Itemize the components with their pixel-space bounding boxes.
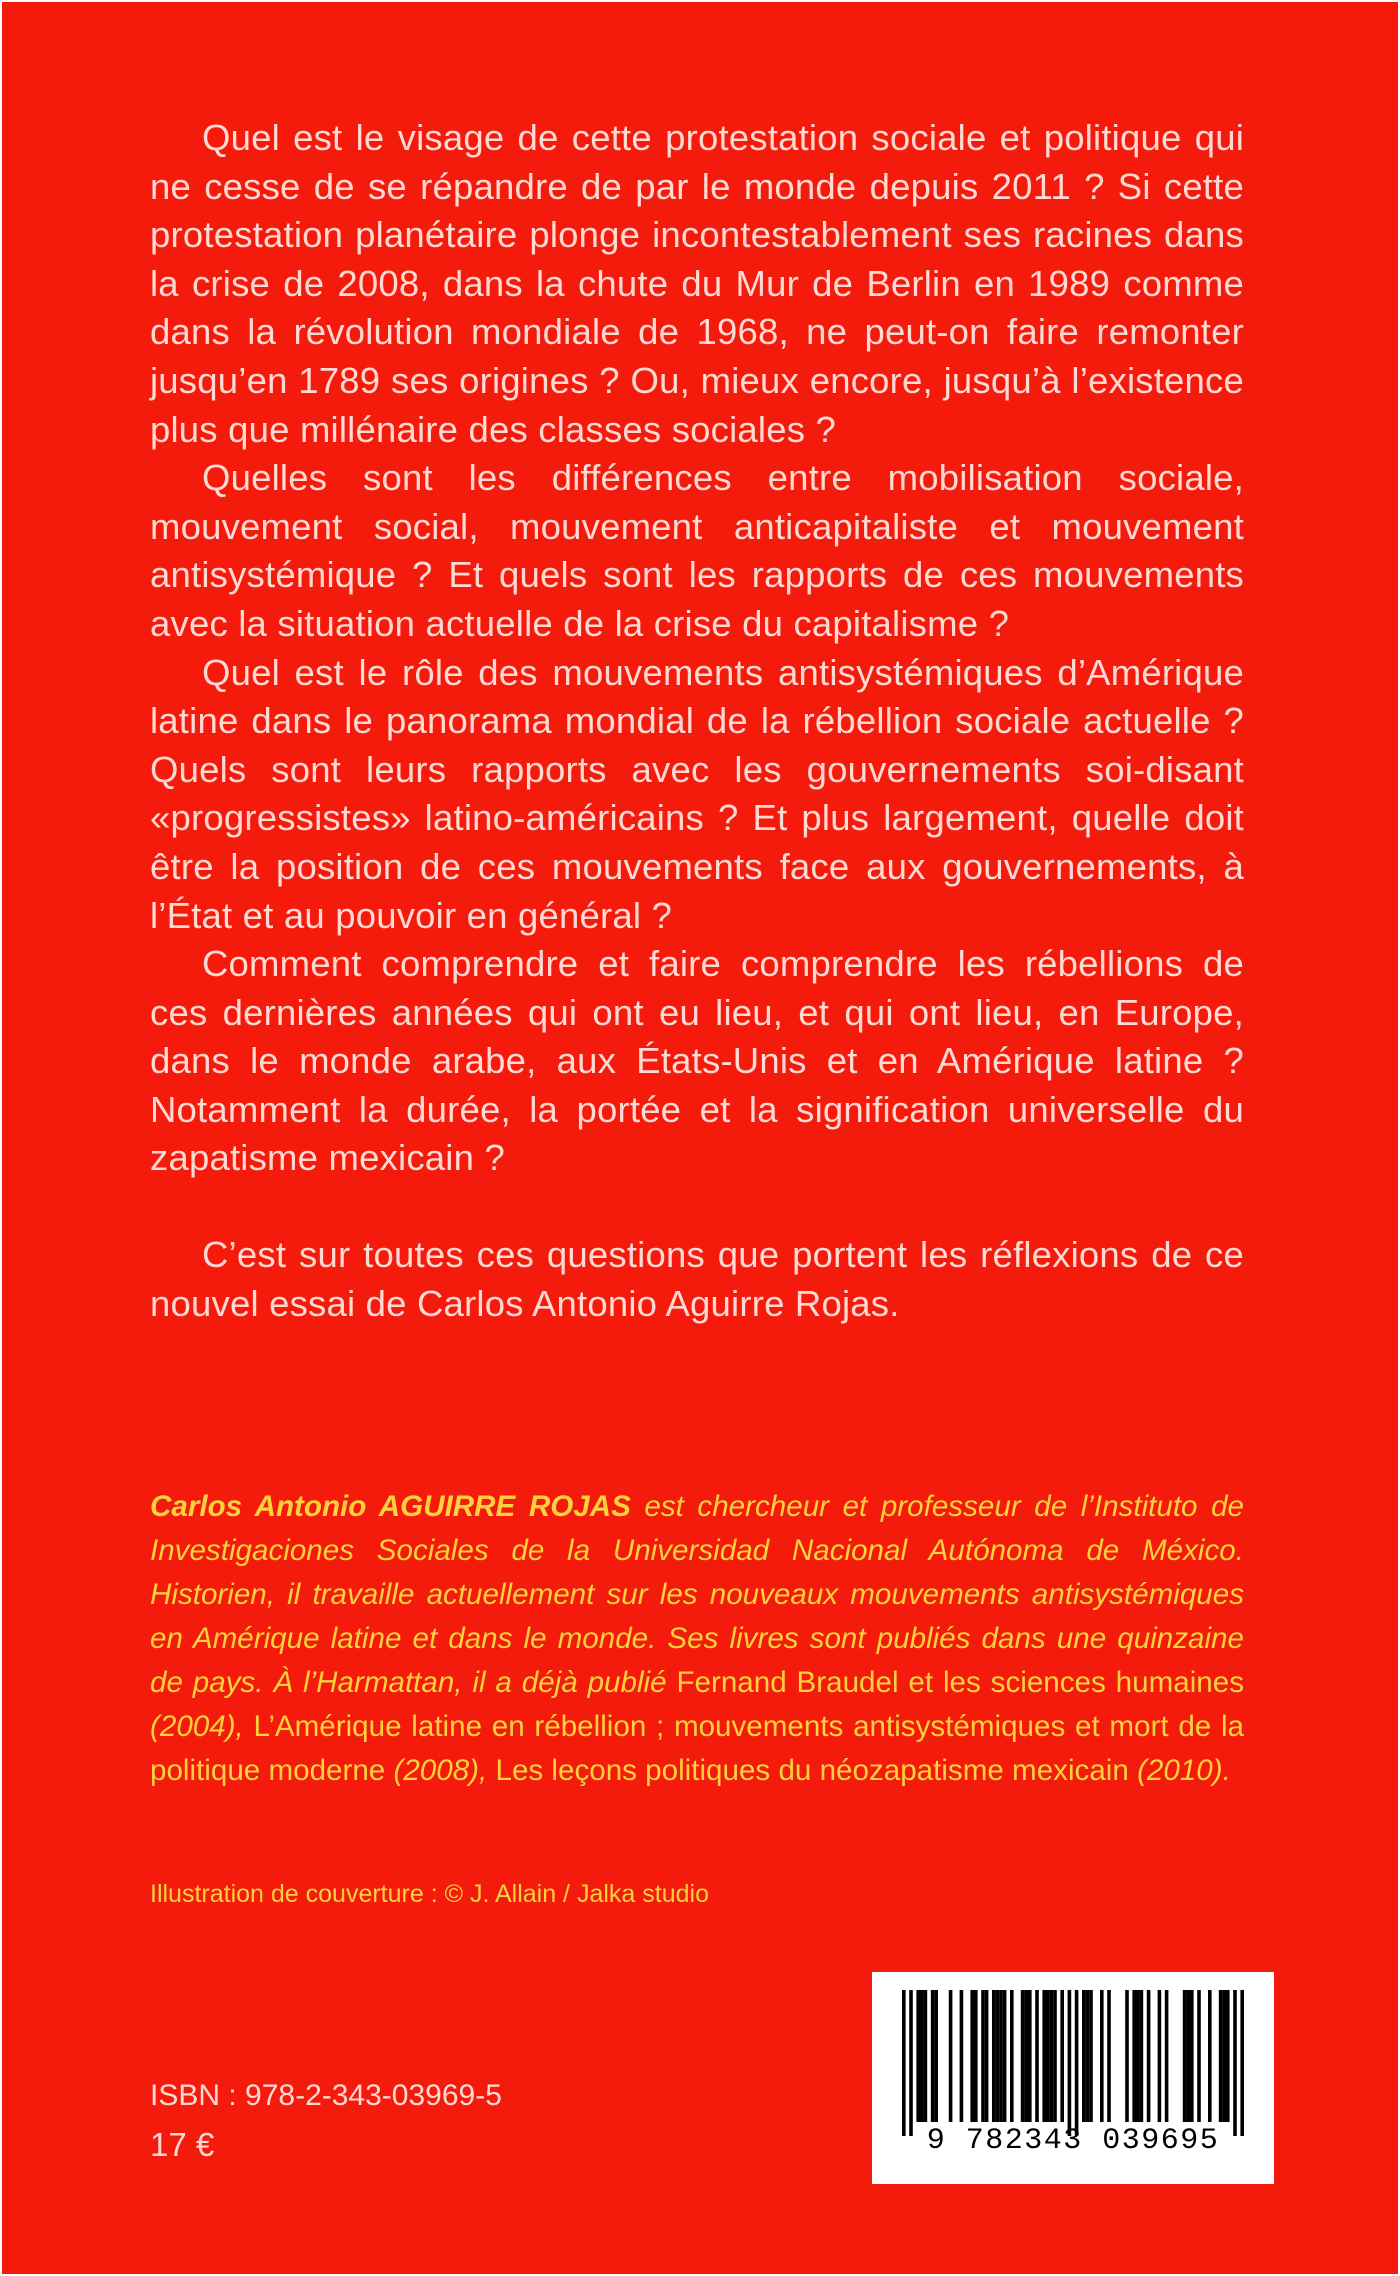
barcode-bar — [1053, 1990, 1057, 2122]
barcode-bar — [1107, 1990, 1111, 2122]
barcode-bar — [1219, 1990, 1223, 2122]
barcode-bar — [1028, 1990, 1032, 2122]
barcode-bar — [924, 1990, 928, 2122]
barcode-bar — [920, 1990, 924, 2122]
barcode-bar — [996, 1990, 1000, 2122]
barcode-bar — [909, 1990, 913, 2136]
barcode-bar — [1125, 1990, 1129, 2122]
blurb-closing: C’est sur toutes ces questions que portent les réflexions de ce nouvel essai de Carlos Antonio Aguirre Rojas. — [150, 1234, 1244, 1324]
barcode-bar — [1068, 1990, 1072, 2136]
barcode-icon — [872, 1972, 1274, 2184]
barcode-bar — [1136, 1990, 1140, 2122]
barcode-bar — [1100, 1990, 1104, 2122]
barcode-bar — [992, 1990, 996, 2122]
bio-intro: est chercheur et professeur de l’Instituto de Investigaciones Sociales de la Universidad Nacional Autónoma de México. Historien, il travaille actuellement sur les nouveaux mouvements antisystémiques en Amérique latine et dans le monde. Ses livres sont publiés dans une quinzaine de pays. À l’Harmattan, il a déjà publié — [150, 1490, 1245, 1699]
barcode-bar — [1222, 1990, 1226, 2122]
barcode-bar — [1132, 1990, 1136, 2122]
cover-credit: Illustration de couverture : © J. Allain / Jalka studio — [150, 1880, 709, 1908]
author-bio — [150, 1485, 1244, 1793]
barcode-bar — [1226, 1990, 1230, 2122]
barcode-bar — [1190, 1990, 1194, 2122]
barcode-bar — [1046, 1990, 1050, 2122]
back-cover — [2, 2, 1398, 2274]
barcode-bar — [1240, 1990, 1244, 2136]
barcode-bar — [1024, 1990, 1028, 2122]
barcode-bar — [949, 1990, 953, 2122]
blurb — [150, 114, 1244, 1328]
barcode-bar — [1186, 1990, 1190, 2122]
barcode-bar — [1165, 1990, 1169, 2122]
barcode-bar — [1158, 1990, 1162, 2122]
barcode-bar — [934, 1990, 938, 2122]
isbn: ISBN : 978-2-343-03969-5 — [150, 2079, 502, 2112]
barcode-bar — [1089, 1990, 1093, 2122]
barcode-bar — [1050, 1990, 1054, 2122]
book-title-2: L’Amérique latine en rébellion ; mouvements antisystémiques et mort de la politique moderne — [150, 1710, 1244, 1787]
barcode-bar — [1208, 1990, 1212, 2122]
barcode-bar — [1082, 1990, 1086, 2122]
barcode-bar — [1140, 1990, 1144, 2122]
barcode-bar — [1183, 1990, 1187, 2122]
barcode-digits: 9 782343 039695 — [926, 2124, 1220, 2158]
barcode-bar — [985, 1990, 989, 2122]
barcode-bar — [1147, 1990, 1151, 2122]
barcode-bar — [981, 1990, 985, 2122]
barcode-bar — [999, 1990, 1003, 2122]
barcode-bar — [1197, 1990, 1201, 2122]
book-year-1: (2004), — [150, 1710, 254, 1743]
price: 17 € — [150, 2126, 215, 2163]
blurb-paragraph-2: Quelles sont les différences entre mobilisation sociale, mouvement social, mouvement anticapitaliste et mouvement antisystémique ? Et quels sont les rapports de ces mouvements avec la situation actuelle de la crise du capitalisme ? — [150, 457, 1244, 644]
barcode-bar — [1021, 1990, 1025, 2122]
barcode-bar — [970, 1990, 974, 2122]
blurb-paragraph-3: Quel est le rôle des mouvements antisystémiques d’Amérique latine dans le panorama mondial de la rébellion sociale actuelle ? Quels sont leurs rapports avec les gouvernements soi-disant «progressistes» latino-américains ? Et plus largement, quelle doit être la position de ces mouvements face aux gouvernements, à l’État et au pouvoir en général ? — [150, 651, 1244, 936]
barcode-bar — [1060, 1990, 1064, 2122]
barcode-bar — [1010, 1990, 1014, 2122]
barcode-bar — [974, 1990, 978, 2122]
barcode-bar — [916, 1990, 920, 2122]
book-title-3: Les leçons politiques du néozapatisme mexicain — [495, 1754, 1129, 1787]
barcode-bar — [1233, 1990, 1237, 2136]
barcode-bar — [1042, 1990, 1046, 2122]
barcode-bar — [1035, 1990, 1039, 2122]
barcode-bar — [902, 1990, 906, 2136]
barcode-bar — [1075, 1990, 1079, 2136]
barcode-bar — [1003, 1990, 1007, 2122]
book-year-2: (2008), — [385, 1754, 496, 1787]
book-title-1: Fernand Braudel et les sciences humaines — [676, 1666, 1244, 1699]
barcode-bar — [1086, 1990, 1090, 2122]
book-year-3: (2010). — [1128, 1754, 1231, 1787]
barcode-bar — [960, 1990, 964, 2122]
author-name: Carlos Antonio AGUIRRE ROJAS — [150, 1490, 631, 1523]
blurb-paragraph-4: Comment comprendre et faire comprendre les rébellions de ces dernières années qui ont eu lieu, et qui ont lieu, en Europe, dans le monde arabe, aux États-Unis et en Amérique latine ? Notamment la durée, la portée et la signification universelle du zapatisme mexicain ? — [150, 943, 1244, 1179]
blurb-paragraph-1: Quel est le visage de cette protestation sociale et politique qui ne cesse de se répandre de par le monde depuis 2011 ? Si cette protestation planétaire plonge incontestablement ses racines dans la crise de 2008, dans la chute du Mur de Berlin en 1989 comme dans la révolution mondiale de 1968, ne peut-on faire remonter jusqu’en 1789 ses origines ? Ou, mieux encore, jusqu’à l’existence plus que millénaire des classes sociales ? — [150, 117, 1244, 450]
barcode-bar — [931, 1990, 935, 2122]
